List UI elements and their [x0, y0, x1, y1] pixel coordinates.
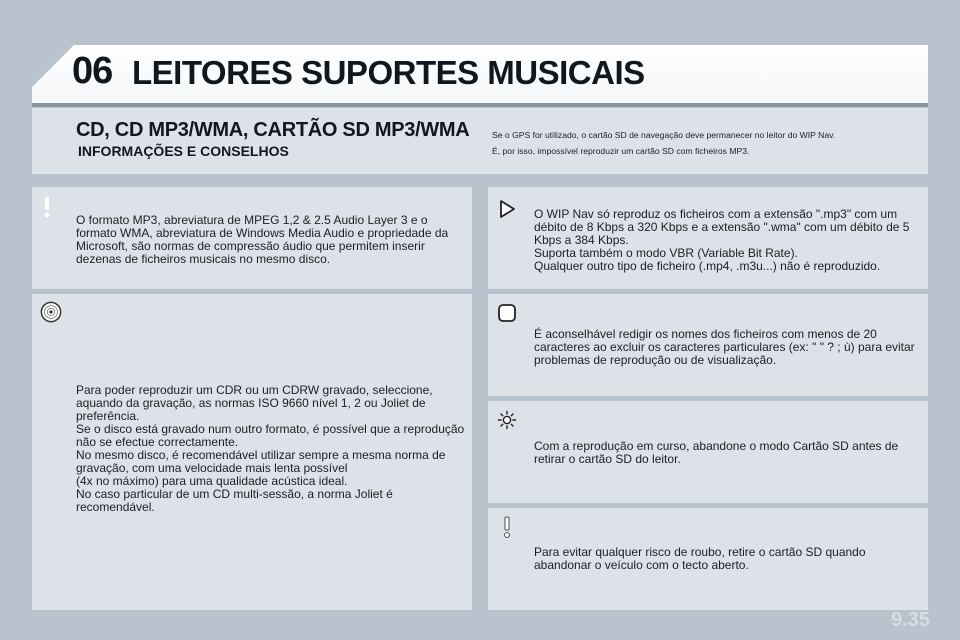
cd-disc-icon: [40, 301, 62, 323]
sd-playback-text: Com a reprodução em curso, abandone o modo Cartão SD antes de retirar o cartão SD do leitor.: [534, 439, 899, 466]
wip-nav-text: O WIP Nav só reproduz os ficheiros com a extensão ".mp3" com um débito de 8 Kbps a 320 Kbps e a extensão ".wma" com um débito de 5 Kbps a 384 Kbps. Suporta também o modo VBR (Variable Bit Rate). Qualquer outro tipo de ficheiro (.mp4, .m3u...) não é reproduzido.: [534, 207, 910, 273]
warning-icon: [36, 196, 58, 218]
theft-text: Para evitar qualquer risco de roubo, retire o cartão SD quando abandonar o veículo com o tecto aberto.: [534, 545, 866, 572]
warning-icon: [496, 516, 518, 538]
cd-burning-text: Para poder reproduzir um CDR ou um CDRW gravado, seleccione, aquando da gravação, as normas ISO 9660 nível 1, 2 ou Joliet de preferência. Se o disco está gravado num outro formato, é possível que a reprodução não se efectue correctamente. No mesmo disco, é recomendável utilizar sempre a mesma norma de gravação, com uma velocidade mais lenta possível (4x no máximo) para uma qualidade acústica ideal. No caso particular de um CD multi-sessão, a norma Joliet é recomendável.: [76, 383, 465, 514]
sun-icon: [496, 409, 518, 431]
header-divider: [32, 103, 928, 107]
gps-note-line-1: Se o GPS for utilizado, o cartão SD de navegação deve permanecer no leitor do WIP Nav.: [492, 130, 836, 140]
section-title: CD, CD MP3/WMA, CARTÃO SD MP3/WMA: [76, 119, 470, 141]
page-title: LEITORES SUPORTES MUSICAIS: [132, 54, 645, 91]
play-icon: [496, 198, 518, 220]
rounded-square-icon: [496, 302, 518, 324]
filenames-text: É aconselhável redigir os nomes dos ficheiros com menos de 20 caracteres ao excluir os caracteres particulares (ex: " " ? ; ù) para evitar problemas de reprodução ou de visualização.: [534, 327, 915, 367]
chapter-number: 06: [72, 50, 113, 92]
gps-note-line-2: É, por isso, impossível reproduzir um cartão SD com ficheiros MP3.: [492, 146, 750, 156]
gps-note: [492, 127, 922, 159]
page-number: 9.35: [891, 609, 930, 631]
mp3-format-text: O formato MP3, abreviatura de MPEG 1,2 & 2.5 Audio Layer 3 e o formato WMA, abreviatura de Windows Media Audio e propriedade da Microsoft, são normas de compressão áudio que permitem inserir dezenas de ficheiros musicais no mesmo disco.: [76, 213, 449, 266]
section-subtitle: INFORMAÇÕES E CONSELHOS: [78, 143, 289, 159]
